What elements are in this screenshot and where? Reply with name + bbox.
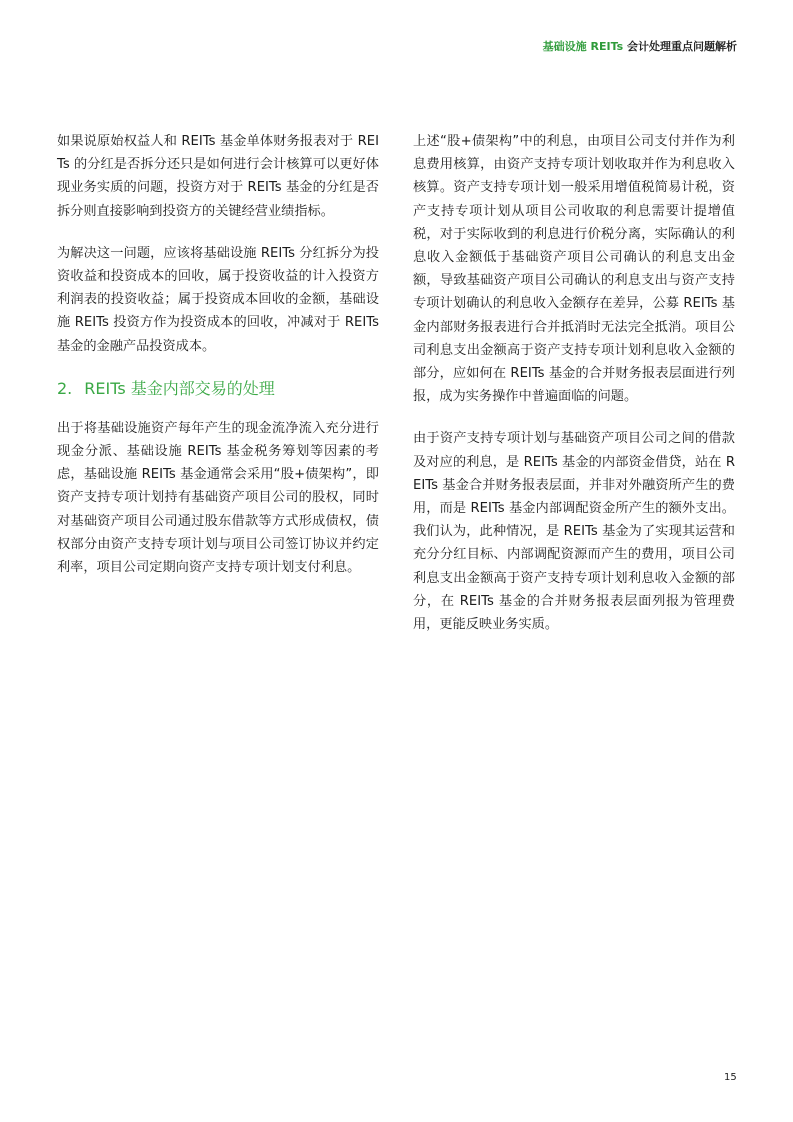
section-number: 2. xyxy=(57,378,73,398)
body-paragraph: 为解决这一问题，应该将基础设施 REITs 分红拆分为投资收益和投资成本的回收，属于投资收益的计入投资方利润表的投资收益；属于投资成本回收的金额，基础设施 REITs 投资方作为投资成本的回收，冲减对于 REITs 基金的金融产品投资成本。 xyxy=(57,245,379,354)
body-paragraph: 由于资产支持专项计划与基础资产项目公司之间的借款及对应的利息，是 REITs 基金的内部资金借贷，站在 REITs 基金合并财务报表层面，并非对外融资所产生的费用，而是 REITs 基金内部调配资金所产生的额外支出。我们认为，此种情况，是 REITs 基金为了实现其运营和充分分红目标、内部调配资源而产生的费用，项目公司利息支出金额高于资产支持专项计划利息收入金额的部分，在 REITs 基金的合并财务报表层面列报为管理费用，更能反映业务实质。 xyxy=(413,431,735,633)
running-header-accent: 基础设施 REITs xyxy=(542,40,624,53)
body-paragraph: 如果说原始权益人和 REITs 基金单体财务报表对于 REITs 的分红是否拆分还只是如何进行会计核算可以更好体现业务实质的问题，投资方对于 REITs 基金的分红是否拆分则直接影响到投资方的关键经营业绩指标。 xyxy=(57,134,379,219)
page-number: 15 xyxy=(724,1072,737,1083)
section-heading xyxy=(57,377,379,401)
left-column xyxy=(57,130,379,598)
body-paragraph: 出于将基础设施资产每年产生的现金流净流入充分进行现金分派、基础设施 REITs 基金税务筹划等因素的考虑，基础设施 REITs 基金通常会采用“股+债架构”，即资产支持专项计划持有基础资产项目公司的股权，同时对基础资产项目公司通过股东借款等方式形成债权，债权部分由资产支持专项计划与项目公司签订协议并约定利率，项目公司定期向资产支持专项计划支付利息。 xyxy=(57,420,379,576)
running-header xyxy=(543,38,737,54)
right-column xyxy=(413,130,735,655)
running-header-title: 会计处理重点问题解析 xyxy=(623,40,737,53)
section-title: REITs 基金内部交易的处理 xyxy=(84,378,275,398)
body-paragraph: 上述“股+债架构”中的利息，由项目公司支付并作为利息费用核算，由资产支持专项计划收取并作为利息收入核算。资产支持专项计划一般采用增值税简易计税，资产支持专项计划从项目公司收取的利息需要计提增值税，对于实际收到的利息进行价税分离，实际确认的利息收入金额低于基础资产项目公司确认的利息支出金额，导致基础资产项目公司确认的利息支出与资产支持专项计划确认的利息收入金额存在差异，公募 REITs 基金内部财务报表进行合并抵消时无法完全抵消。项目公司利息支出金额高于资产支持专项计划利息收入金额的部分，应如何在 REITs 基金的合并财务报表层面进行列报，成为实务操作中普遍面临的问题。 xyxy=(413,134,735,405)
